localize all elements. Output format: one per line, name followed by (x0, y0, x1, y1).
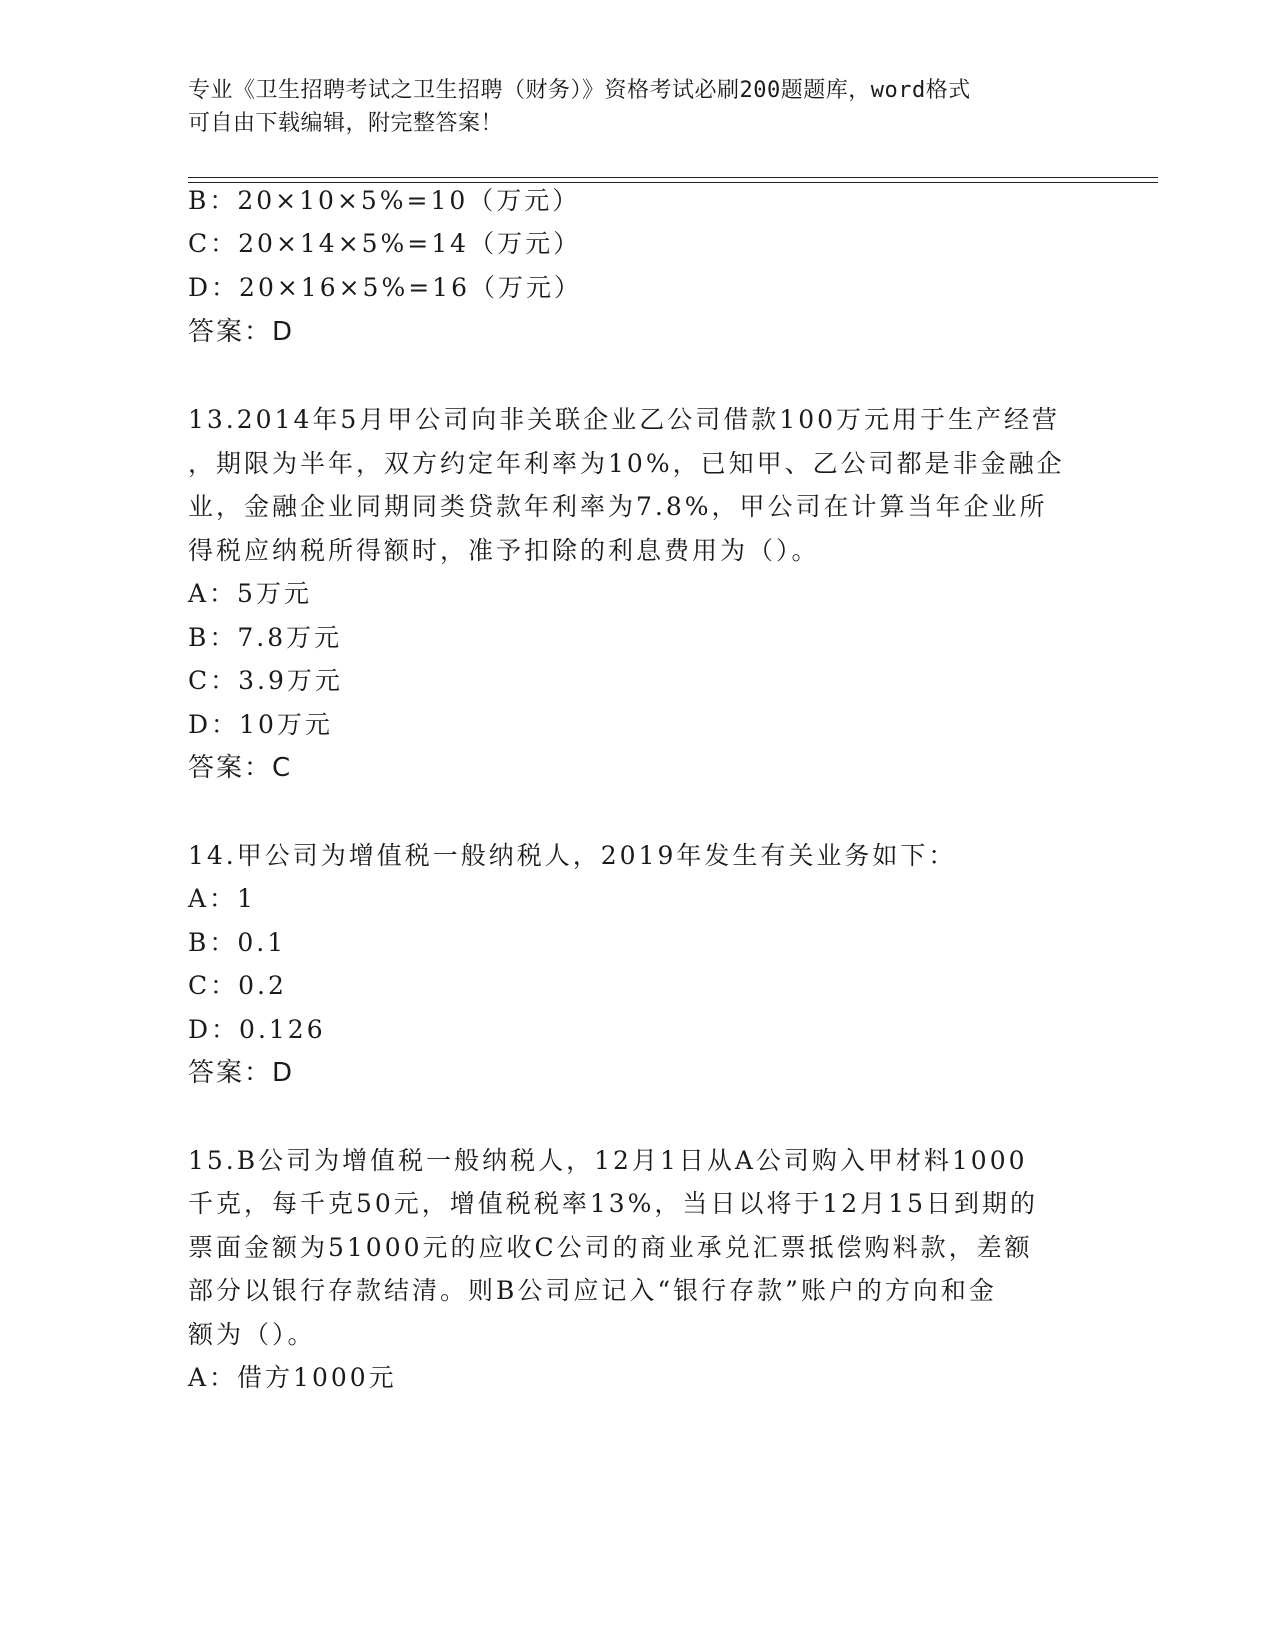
q15-stem-line-5: 额为（）。 (188, 1320, 316, 1349)
q15-stem-line-1: 15.B公司为增值税一般纳税人，12月1日从A公司购入甲材料1000 (188, 1146, 1028, 1175)
q13-option-b: B：7.8万元 (188, 623, 343, 652)
q14-option-b: B：0.1 (188, 928, 287, 957)
q14-answer: 答案：D (188, 1058, 295, 1088)
q12-option-b: B：20×10×5%=10（万元） (188, 186, 581, 215)
header-divider-bottom (188, 182, 1158, 183)
q15-stem-line-3: 票面金额为51000元的应收C公司的商业承兑汇票抵偿购料款，差额 (188, 1233, 1033, 1262)
q14-option-d: D：0.126 (188, 1015, 326, 1044)
q12-answer: 答案：D (188, 317, 295, 347)
header-line-1: 专业《卫生招聘考试之卫生招聘（财务）》资格考试必刷200题题库，word格式 (188, 78, 971, 103)
q14-option-c: C：0.2 (188, 971, 287, 1000)
q13-answer: 答案：C (188, 753, 293, 783)
q15-option-a: A：借方1000元 (188, 1363, 397, 1392)
q12-option-d: D：20×16×5%=16（万元） (188, 273, 582, 302)
q13-stem-line-3: 业，金融企业同期同类贷款年利率为7.8%，甲公司在计算当年企业所 (188, 492, 1048, 521)
q13-stem-line-2: ，期限为半年，双方约定年利率为10%，已知甲、乙公司都是非金融企 (188, 449, 1065, 478)
q13-option-d: D：10万元 (188, 710, 333, 739)
q13-option-c: C：3.9万元 (188, 666, 343, 695)
q12-option-c: C：20×14×5%=14（万元） (188, 229, 582, 258)
q13-option-a: A：5万元 (188, 579, 312, 608)
q13-stem-line-1: 13.2014年5月甲公司向非关联企业乙公司借款100万元用于生产经营 (188, 405, 1061, 434)
q13-stem-line-4: 得税应纳税所得额时，准予扣除的利息费用为（）。 (188, 536, 820, 565)
q14-option-a: A：1 (188, 884, 256, 913)
q15-stem-line-2: 千克，每千克50元，增值税税率13%，当日以将于12月15日到期的 (188, 1189, 1039, 1218)
header-line-2: 可自由下载编辑，附完整答案！ (188, 111, 504, 136)
q14-stem-line-1: 14.甲公司为增值税一般纳税人，2019年发生有关业务如下： (188, 841, 957, 870)
header-divider-top (188, 177, 1158, 178)
q15-stem-line-4: 部分以银行存款结清。则B公司应记入“银行存款”账户的方向和金 (188, 1276, 997, 1305)
document-header (188, 74, 1088, 140)
